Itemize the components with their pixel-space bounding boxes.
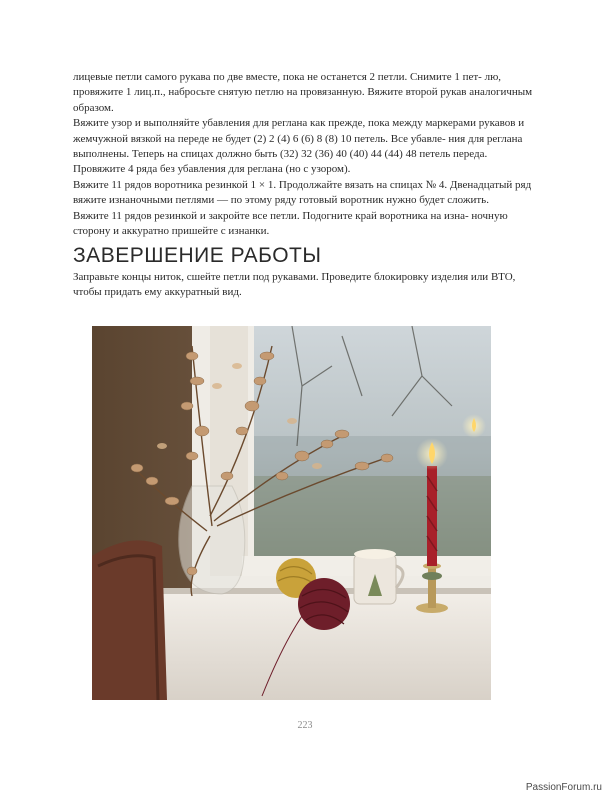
section-heading: ЗАВЕРШЕНИЕ РАБОТЫ: [73, 244, 322, 267]
page-number: 223: [297, 720, 313, 731]
finishing-text: Заправьте концы ниток, сшейте петли под рукавами. Проведите блокировку изделия или ВТО, чтобы придать ему аккуратный вид.: [73, 271, 516, 299]
site-watermark: PassionForum.ru: [525, 782, 602, 793]
paragraph-sleeve-decrease: лицевые петли самого рукава по две вместе, пока не останется 2 петли. Снимите 1 пет- лю, провяжите 1 лиц.п., набросьте снятую петлю на провязанную. Вяжите второй рукав аналогичным образом.: [73, 71, 533, 114]
red-candle: [427, 466, 437, 566]
windowsill-photo: [92, 326, 491, 700]
paragraph-bind-off: Вяжите 11 рядов резинкой и закройте все петли. Подогните край воротника на изна- ночную сторону и аккуратно пришейте с изнанки.: [73, 209, 508, 238]
pattern-instructions: [73, 70, 535, 239]
paragraph-collar: Вяжите 11 рядов воротника резинкой 1 × 1. Продолжайте вязать на спицах № 4. Двенадцатый ряд вяжите изнаночными петлями — по этому ряду готовый воротник нужно будет сложить.: [73, 178, 532, 207]
glass-vase: [179, 486, 245, 594]
paragraph-raglan: Вяжите узор и выполняйте убавления для реглана как прежде, пока между маркерами рукавов и жемчужной вязкой на переде не будет (2) 2 (4) 6 (6) 8 (8) 10 петель. Все убавле- ния для реглана выполнены. Теперь на спицах должно быть (32) 32 (36) 40 (40) 44 (44) 48 петель переда. Провяжите 4 ряда без убавления для реглана (но с узором).: [73, 117, 525, 176]
